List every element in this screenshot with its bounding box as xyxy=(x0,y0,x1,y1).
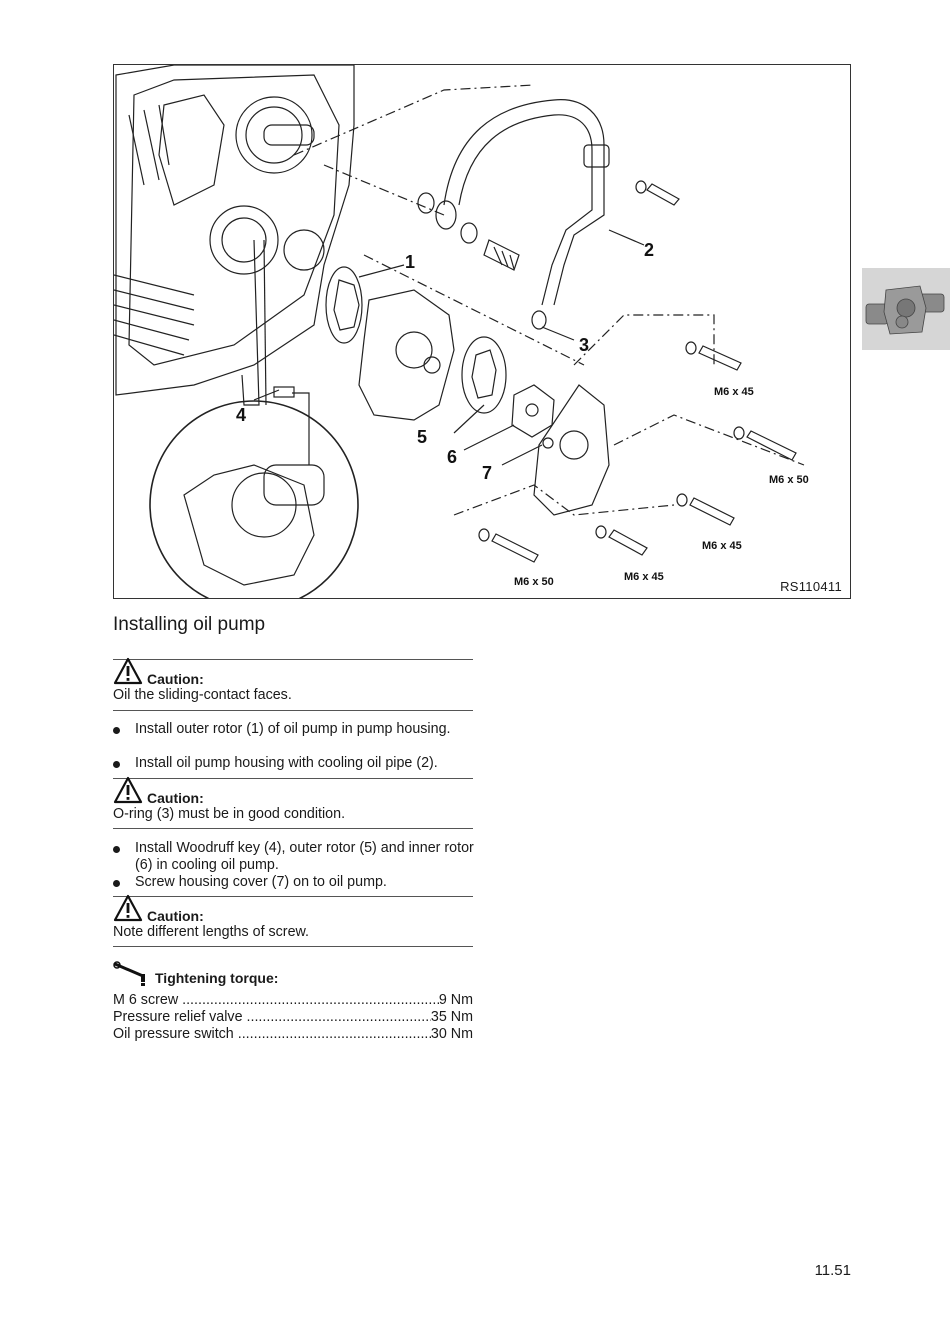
section-title: Installing oil pump xyxy=(113,614,266,635)
torque-row: M 6 screw ..... 9 Nm xyxy=(113,992,473,1009)
callout-2: 2 xyxy=(644,240,655,260)
figure-reference: RS110411 xyxy=(780,579,842,594)
list-item: Install Woodruff key (4), outer rotor (5) and inner rotor (6) in cooling oil pump. xyxy=(113,840,475,874)
torque-heading xyxy=(113,960,278,986)
bullet-icon xyxy=(113,846,120,853)
section-thumbnail-tab xyxy=(862,268,950,350)
callout-5: 5 xyxy=(417,427,428,447)
callout-3: 3 xyxy=(579,335,590,355)
oil-pump-illustration xyxy=(114,65,851,599)
callout-6: 6 xyxy=(447,447,458,467)
caution-label: Caution: xyxy=(147,790,204,806)
caution-text: Oil the sliding-contact faces. xyxy=(113,687,292,703)
caution-label: Caution: xyxy=(147,908,204,924)
list-item: Install oil pump housing with cooling oil pipe (2). xyxy=(113,755,475,772)
page-number: 11.51 xyxy=(814,1262,851,1279)
list-item: Screw housing cover (7) on to oil pump. xyxy=(113,874,475,891)
caution-text: O-ring (3) must be in good condition. xyxy=(113,806,346,822)
exploded-diagram-oil-pump xyxy=(113,64,851,599)
bullet-icon xyxy=(113,880,120,887)
screw-label-c: M6 x 45 xyxy=(702,540,742,552)
list-item: Install outer rotor (1) of oil pump in pump housing. xyxy=(113,721,475,738)
warning-triangle-icon xyxy=(113,894,143,922)
bullet-icon xyxy=(113,761,120,768)
divider xyxy=(113,710,473,711)
engine-thumbnail-icon xyxy=(862,268,950,350)
caution-heading xyxy=(113,657,204,685)
bullet-icon xyxy=(113,727,120,734)
screw-label-b: M6 x 50 xyxy=(769,474,809,486)
caution-heading xyxy=(113,776,204,804)
torque-row: Pressure relief valve ..... 35 Nm xyxy=(113,1009,473,1026)
divider xyxy=(113,828,473,829)
screw-label-e: M6 x 45 xyxy=(624,571,664,583)
caution-heading xyxy=(113,894,204,922)
caution-text: Note different lengths of screw. xyxy=(113,924,310,940)
divider xyxy=(113,946,473,947)
screw-label-a: M6 x 45 xyxy=(714,386,754,398)
caution-label: Caution: xyxy=(147,671,204,687)
callout-1: 1 xyxy=(405,252,416,272)
callout-7: 7 xyxy=(482,463,493,483)
callout-4: 4 xyxy=(236,405,247,425)
torque-wrench-icon xyxy=(113,960,151,986)
warning-triangle-icon xyxy=(113,657,143,685)
warning-triangle-icon xyxy=(113,776,143,804)
torque-label: Tightening torque: xyxy=(155,970,279,986)
screw-label-d: M6 x 50 xyxy=(514,576,554,588)
torque-row: Oil pressure switch ..... 30 Nm xyxy=(113,1026,473,1043)
